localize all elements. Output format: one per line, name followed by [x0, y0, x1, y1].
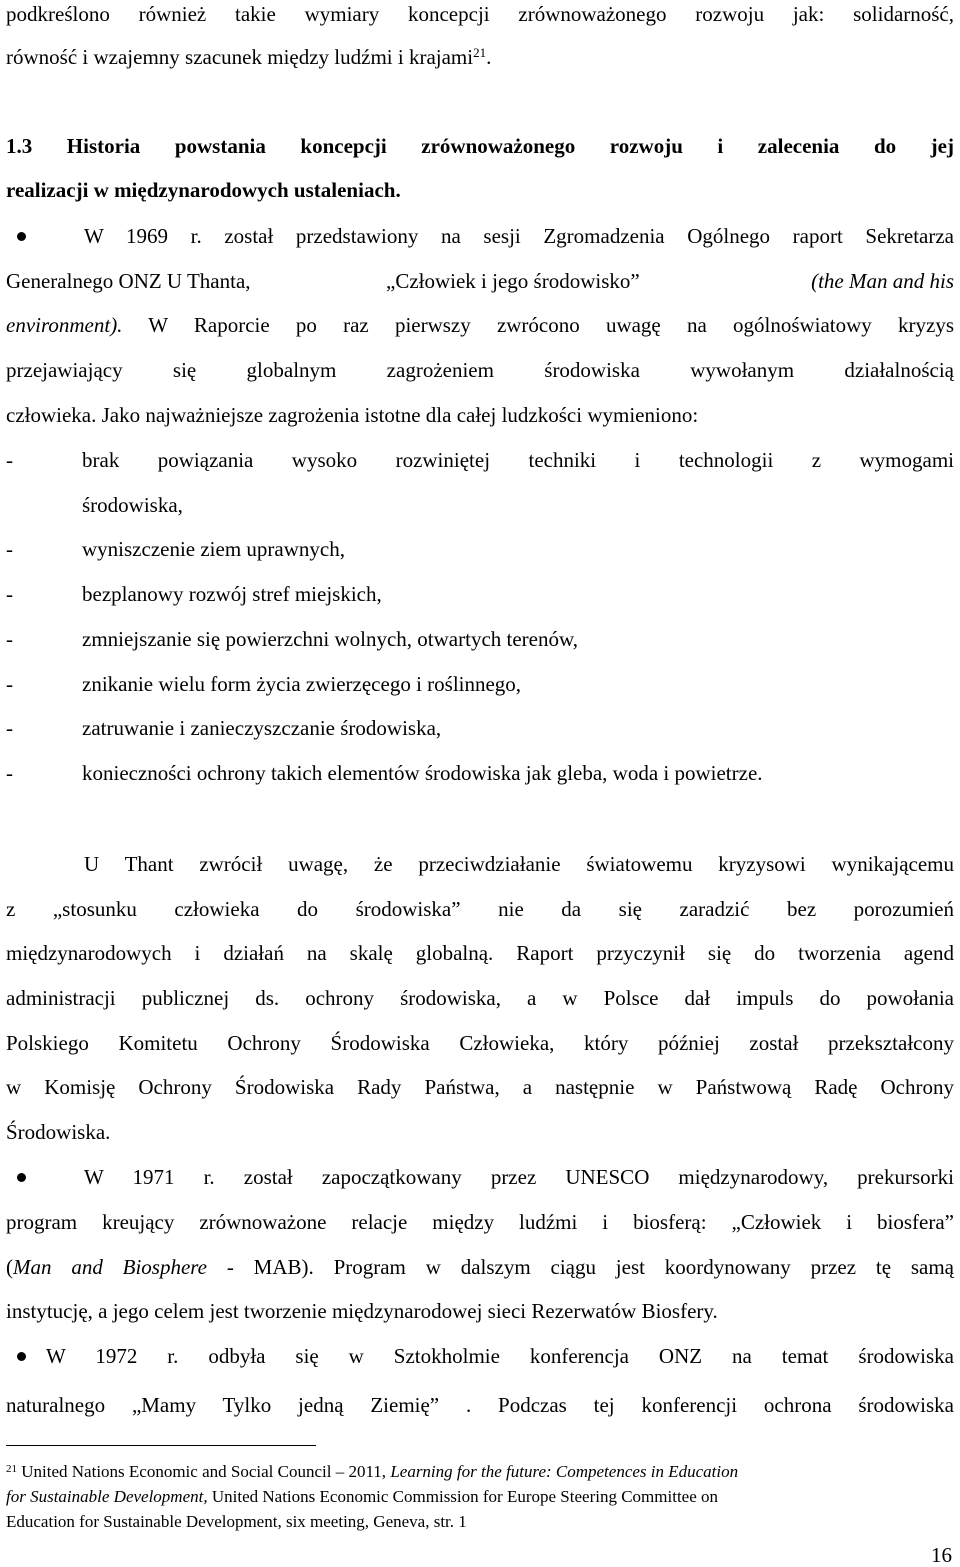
body-line: Środowiska. [6, 1120, 111, 1144]
bullet-icon [17, 232, 26, 241]
body-line: program kreujący zrównoważone relacje między ludźmi i biosferą: „Człowiek i biosfera” [6, 1210, 954, 1234]
footnote-number: 21 [6, 1463, 17, 1475]
body-line: environment). W Raporcie po raz pierwszy zwrócono uwagę na ogólnoświatowy kryzys [6, 313, 954, 337]
list-dash: - [6, 537, 13, 561]
body-line: międzynarodowych i działań na skalę globalną. Raport przyczynił się do tworzenia agend [6, 941, 954, 965]
list-dash: - [6, 448, 13, 472]
list-dash: - [6, 761, 13, 785]
footnote-line: Education for Sustainable Development, six meeting, Geneva, str. 1 [6, 1512, 467, 1531]
body-line: administracji publicznej ds. ochrony środowiska, a w Polsce dał impuls do powołania [6, 986, 954, 1010]
footnote-ref[interactable]: 21 [473, 45, 487, 60]
list-item: znikanie wielu form życia zwierzęcego i roślinnego, [82, 672, 522, 696]
list-dash: - [6, 627, 13, 651]
body-line: z „stosunku człowieka do środowiska” nie da się zaradzić bez porozumień [6, 897, 954, 921]
body-line: w Komisję Ochrony Środowiska Rady Państwa, a następnie w Państwową Radę Ochrony [6, 1075, 954, 1099]
list-dash: - [6, 672, 13, 696]
body-line: Polskiego Komitetu Ochrony Środowiska Człowieka, który później został przekształcony [6, 1031, 954, 1055]
body-line: W 1971 r. został zapoczątkowany przez UNESCO międzynarodowy, prekursorki [84, 1165, 954, 1189]
body-line: człowieka. Jako najważniejsze zagrożenia istotne dla całej ludzkości wymieniono: [6, 403, 699, 427]
list-dash: - [6, 582, 13, 606]
list-dash: - [6, 716, 13, 740]
bullet-icon [17, 1173, 26, 1182]
body-line: (Man and Biosphere - MAB). Program w dalszym ciągu jest koordynowany przez tę samą [6, 1255, 954, 1279]
section-heading-cont: realizacji w międzynarodowych ustaleniach. [6, 178, 401, 202]
page-number: 16 [931, 1543, 952, 1567]
body-line: instytucję, a jego celem jest tworzenie międzynarodowej sieci Rezerwatów Biosfery. [6, 1299, 718, 1323]
body-line: naturalnego „Mamy Tylko jedną Ziemię” . Podczas tej konferencji ochrona środowiska [6, 1393, 954, 1417]
body-line: przejawiający się globalnym zagrożeniem środowiska wywołanym działalnością [6, 358, 954, 382]
list-item: konieczności ochrony takich elementów środowiska jak gleba, woda i powietrze. [82, 761, 763, 785]
list-item: zmniejszanie się powierzchni wolnych, otwartych terenów, [82, 627, 579, 651]
body-line: W 1972 r. odbyła się w Sztokholmie konferencja ONZ na temat środowiska [46, 1344, 954, 1368]
footnote-rule [6, 1445, 316, 1446]
body-line: U Thant zwrócił uwagę, że przeciwdziałanie światowemu kryzysowi wynikającemu [84, 852, 954, 876]
list-item: brak powiązania wysoko rozwiniętej techniki i technologii z wymogami [82, 448, 954, 472]
body-line: podkreślono również takie wymiary koncepcji zrównoważonego rozwoju jak: solidarność, [6, 2, 954, 26]
body-line: W 1969 r. został przedstawiony na sesji Zgromadzenia Ogólnego raport Sekretarza [84, 224, 954, 248]
footnote-line: for Sustainable Development, United Nations Economic Commission for Europe Steering Committee on [6, 1487, 719, 1506]
footnote-line: $^{21}$ United Nations Economic and Social Council – 2011, Learning for the future: Competences in Education [6, 1462, 739, 1481]
body-line: równość i wzajemny szacunek między ludźmi i krajami$^{21}$. [6, 45, 492, 69]
list-item-cont: środowiska, [82, 493, 183, 517]
list-item: wyniszczenie ziem uprawnych, [82, 537, 345, 561]
bullet-icon [17, 1352, 26, 1361]
list-item: zatruwanie i zanieczyszczanie środowiska, [82, 716, 442, 740]
section-heading: 1.3 Historia powstania koncepcji zrównoważonego rozwoju i zalecenia do jej [6, 134, 954, 158]
list-item: bezplanowy rozwój stref miejskich, [82, 582, 382, 606]
